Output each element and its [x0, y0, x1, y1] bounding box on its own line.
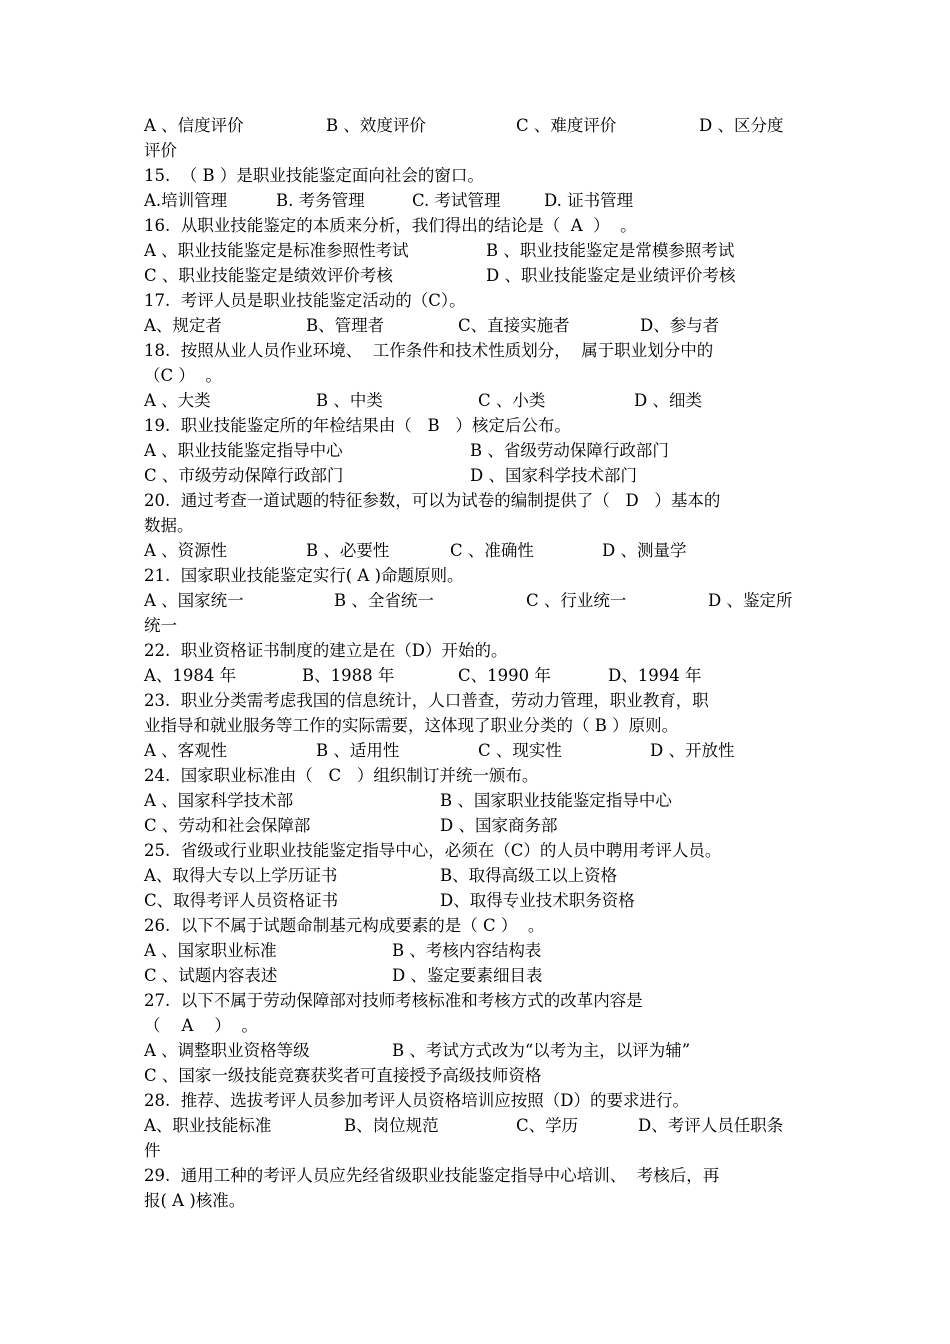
- text-segment: A 、国家统一: [144, 591, 244, 610]
- text-segment: C、取得考评人员资格证书: [144, 891, 339, 910]
- text-segment: C 、市级劳动保障行政部门: [144, 466, 344, 485]
- text-segment: D 、鉴定要素细目表: [392, 966, 543, 985]
- text-line: [144, 714, 824, 738]
- text-segment: 17. 考评人员是职业技能鉴定活动的（C）。: [144, 291, 466, 310]
- text-segment: C 、行业统一: [526, 591, 627, 610]
- text-segment: B 、全省统一: [334, 591, 434, 610]
- text-segment: D、1994 年: [608, 666, 702, 685]
- text-line: [144, 614, 824, 638]
- text-segment: （C ） 。: [144, 366, 222, 385]
- text-segment: A 、大类: [144, 391, 211, 410]
- text-segment: 件: [144, 1141, 161, 1160]
- text-segment: D 、区分度: [699, 116, 784, 135]
- text-segment: C. 考试管理: [412, 191, 501, 210]
- text-line: [144, 1014, 824, 1038]
- text-line: [144, 664, 824, 688]
- text-line: [144, 1139, 824, 1163]
- text-line: [144, 639, 824, 663]
- text-segment: B 、效度评价: [326, 116, 426, 135]
- text-segment: A 、国家职业标准: [144, 941, 277, 960]
- text-segment: C、直接实施者: [458, 316, 570, 335]
- text-segment: C 、准确性: [450, 541, 534, 560]
- text-line: [144, 1039, 824, 1063]
- text-line: [144, 339, 824, 363]
- text-segment: （ A ） 。: [144, 1016, 258, 1035]
- text-line: [144, 564, 824, 588]
- text-line: [144, 789, 824, 813]
- text-segment: C 、劳动和社会保障部: [144, 816, 311, 835]
- text-segment: A、职业技能标准: [144, 1116, 272, 1135]
- text-segment: B、1988 年: [302, 666, 395, 685]
- text-line: [144, 739, 824, 763]
- text-line: [144, 989, 824, 1013]
- text-segment: D 、细类: [634, 391, 702, 410]
- text-line: [144, 189, 824, 213]
- text-segment: D. 证书管理: [544, 191, 634, 210]
- text-line: [144, 814, 824, 838]
- text-segment: D 、测量学: [602, 541, 687, 560]
- text-segment: B 、必要性: [306, 541, 390, 560]
- text-line: [144, 539, 824, 563]
- text-segment: 25. 省级或行业职业技能鉴定指导中心，必须在（C）的人员中聘用考评人员。: [144, 841, 722, 860]
- text-line: [144, 939, 824, 963]
- text-segment: A.培训管理: [144, 191, 228, 210]
- text-segment: C 、国家一级技能竞赛获奖者可直接授予高级技师资格: [144, 1066, 542, 1085]
- text-segment: A 、职业技能鉴定是标准参照性考试: [144, 241, 409, 260]
- text-segment: B. 考务管理: [276, 191, 365, 210]
- text-segment: 23. 职业分类需考虑我国的信息统计，人口普查，劳动力管理，职业教育，职: [144, 691, 709, 710]
- text-segment: 18. 按照从业人员作业环境、 工作条件和技术性质划分， 属于职业划分中的: [144, 341, 714, 360]
- text-segment: A 、国家科学技术部: [144, 791, 294, 810]
- text-segment: 19. 职业技能鉴定所的年检结果由（ B ）核定后公布。: [144, 416, 571, 435]
- text-segment: C、学历: [516, 1116, 579, 1135]
- text-line: [144, 764, 824, 788]
- text-segment: 21. 国家职业技能鉴定实行( A )命题原则。: [144, 566, 464, 585]
- text-segment: A 、职业技能鉴定指导中心: [144, 441, 343, 460]
- text-segment: C 、试题内容表述: [144, 966, 278, 985]
- text-segment: 20. 通过考查一道试题的特征参数，可以为试卷的编制提供了（ D ）基本的: [144, 491, 721, 510]
- text-line: [144, 1189, 824, 1213]
- text-segment: 29. 通用工种的考评人员应先经省级职业技能鉴定指导中心培训、 考核后，再: [144, 1166, 720, 1185]
- text-segment: B 、中类: [316, 391, 383, 410]
- text-line: [144, 264, 824, 288]
- text-segment: B 、省级劳动保障行政部门: [470, 441, 669, 460]
- text-line: [144, 389, 824, 413]
- text-line: [144, 414, 824, 438]
- text-segment: D 、国家商务部: [440, 816, 558, 835]
- text-line: [144, 839, 824, 863]
- text-segment: B、取得高级工以上资格: [440, 866, 618, 885]
- text-segment: D 、鉴定所: [708, 591, 793, 610]
- text-segment: A、规定者: [144, 316, 222, 335]
- text-segment: B、管理者: [306, 316, 385, 335]
- text-segment: B 、国家职业技能鉴定指导中心: [440, 791, 672, 810]
- text-line: [144, 164, 824, 188]
- text-segment: A 、信度评价: [144, 116, 244, 135]
- text-line: [144, 139, 824, 163]
- text-line: [144, 114, 824, 138]
- text-segment: B 、职业技能鉴定是常模参照考试: [486, 241, 735, 260]
- text-segment: B、岗位规范: [344, 1116, 439, 1135]
- text-segment: 15. （ B ）是职业技能鉴定面向社会的窗口。: [144, 166, 484, 185]
- text-segment: C、1990 年: [458, 666, 551, 685]
- text-line: [144, 314, 824, 338]
- text-segment: A 、客观性: [144, 741, 228, 760]
- text-line: [144, 864, 824, 888]
- text-segment: D 、职业技能鉴定是业绩评价考核: [486, 266, 736, 285]
- text-segment: C 、难度评价: [516, 116, 617, 135]
- text-line: [144, 364, 824, 388]
- text-line: [144, 689, 824, 713]
- text-line: [144, 1089, 824, 1113]
- text-segment: 统一: [144, 616, 177, 635]
- text-segment: 16. 从职业技能鉴定的本质来分析，我们得出的结论是（ A ） 。: [144, 216, 637, 235]
- text-segment: 评价: [144, 141, 177, 160]
- text-segment: C 、职业技能鉴定是绩效评价考核: [144, 266, 393, 285]
- text-line: [144, 214, 824, 238]
- text-line: [144, 464, 824, 488]
- text-line: [144, 439, 824, 463]
- text-segment: 26. 以下不属于试题命制基元构成要素的是（ C ） 。: [144, 916, 545, 935]
- text-segment: A 、资源性: [144, 541, 228, 560]
- text-line: [144, 964, 824, 988]
- text-line: [144, 514, 824, 538]
- text-segment: A 、调整职业资格等级: [144, 1041, 310, 1060]
- text-line: [144, 889, 824, 913]
- text-line: [144, 589, 824, 613]
- text-segment: D、取得专业技术职务资格: [440, 891, 635, 910]
- text-segment: 24. 国家职业标准由（ C ）组织制订并统一颁布。: [144, 766, 539, 785]
- text-line: [144, 489, 824, 513]
- text-segment: 报( A )核准。: [144, 1191, 246, 1210]
- text-segment: A、取得大专以上学历证书: [144, 866, 338, 885]
- text-line: [144, 239, 824, 263]
- text-line: [144, 1114, 824, 1138]
- text-segment: B 、考试方式改为“以考为主，以评为辅”: [392, 1041, 691, 1060]
- text-segment: D、考评人员任职条: [638, 1116, 784, 1135]
- text-segment: 28. 推荐、选拔考评人员参加考评人员资格培训应按照（D）的要求进行。: [144, 1091, 689, 1110]
- text-segment: D 、国家科学技术部门: [470, 466, 637, 485]
- text-line: [144, 289, 824, 313]
- text-segment: B 、适用性: [316, 741, 400, 760]
- text-line: [144, 914, 824, 938]
- text-segment: C 、现实性: [478, 741, 562, 760]
- text-segment: D 、开放性: [650, 741, 735, 760]
- text-segment: 数据。: [144, 516, 194, 535]
- text-segment: 业指导和就业服务等工作的实际需要，这体现了职业分类的（ B ）原则。: [144, 716, 679, 735]
- text-segment: C 、小类: [478, 391, 546, 410]
- text-segment: 22. 职业资格证书制度的建立是在（D）开始的。: [144, 641, 508, 660]
- text-segment: B 、考核内容结构表: [392, 941, 542, 960]
- text-segment: D、参与者: [640, 316, 720, 335]
- text-segment: 27. 以下不属于劳动保障部对技师考核标准和考核方式的改革内容是: [144, 991, 643, 1010]
- text-segment: A、1984 年: [144, 666, 237, 685]
- text-line: [144, 1164, 824, 1188]
- text-line: [144, 1064, 824, 1088]
